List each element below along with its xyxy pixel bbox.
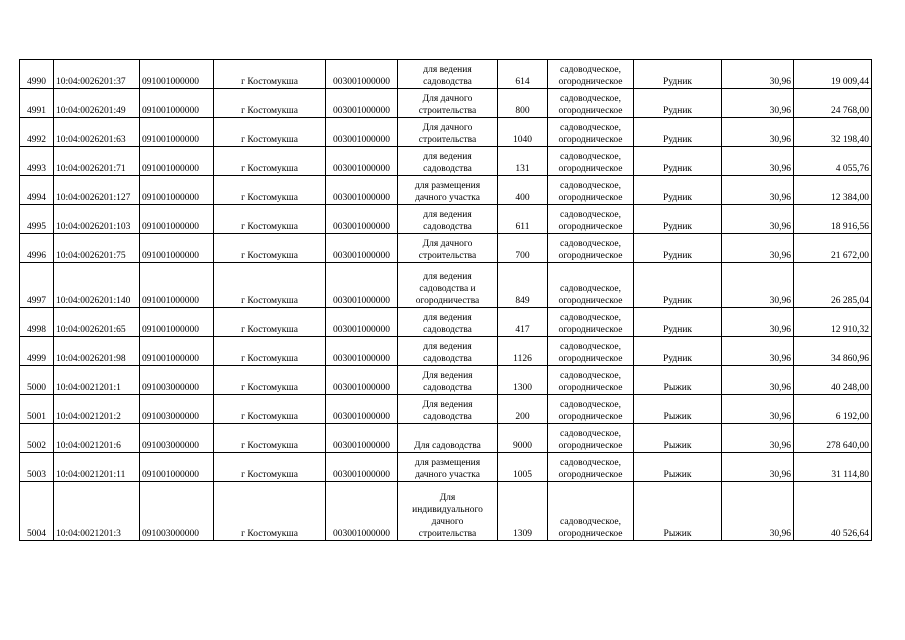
land-category-line: огородническое — [558, 529, 623, 539]
land-use-purpose-cell — [398, 118, 498, 147]
row-number-cell: 4995 — [20, 205, 54, 234]
land-use-purpose-cell — [398, 453, 498, 482]
land-category-cell — [548, 453, 634, 482]
oktmo-code-cell: 091003000000 — [140, 482, 214, 541]
land-category-line: огородническое — [558, 222, 623, 232]
cadastral-number-cell: 10:04:0021201:6 — [54, 424, 140, 453]
okato-code-cell: 003001000000 — [326, 89, 398, 118]
land-use-purpose-line: садоводства — [423, 354, 472, 364]
land-use-purpose-line: для размещения — [414, 181, 481, 191]
land-use-purpose-line: Для дачного — [422, 94, 473, 104]
area-cell: 1309 — [498, 482, 548, 541]
land-use-purpose-line: Для ведения — [422, 400, 473, 410]
cadastral-number-cell: 10:04:0026201:71 — [54, 147, 140, 176]
cadastral-number-cell: 10:04:0026201:65 — [54, 308, 140, 337]
oktmo-code-cell: 091001000000 — [140, 176, 214, 205]
land-category-line: огородническое — [558, 106, 623, 116]
cadastral-value-cell: 32 198,40 — [794, 118, 872, 147]
land-use-purpose-cell — [398, 234, 498, 263]
specific-value-cell: 30,96 — [722, 118, 794, 147]
locality-cell: Рудник — [634, 205, 722, 234]
specific-value-cell: 30,96 — [722, 308, 794, 337]
land-category-line: огородническое — [558, 325, 623, 335]
cadastral-number-cell: 10:04:0021201:3 — [54, 482, 140, 541]
land-category-line: садоводческое, — [560, 400, 621, 410]
city-cell: г Костомукша — [214, 205, 326, 234]
table-row — [20, 424, 872, 453]
cadastral-value-cell: 34 860,96 — [794, 337, 872, 366]
cadastral-value-cell: 6 192,00 — [794, 395, 872, 424]
land-category-line: огородническое — [558, 135, 623, 145]
land-category-line: садоводческое, — [560, 210, 621, 220]
area-cell: 1300 — [498, 366, 548, 395]
land-use-purpose-line: Для ведения — [422, 371, 473, 381]
land-use-purpose-line: садоводства — [423, 383, 472, 393]
land-use-purpose-line: для ведения — [423, 272, 472, 282]
specific-value-cell: 30,96 — [722, 424, 794, 453]
city-cell: г Костомукша — [214, 60, 326, 89]
okato-code-cell: 003001000000 — [326, 308, 398, 337]
land-use-purpose-line: Для дачного — [422, 123, 473, 133]
cadastral-value-cell: 31 114,80 — [794, 453, 872, 482]
okato-code-cell: 003001000000 — [326, 60, 398, 89]
locality-cell: Рыжик — [634, 366, 722, 395]
table-body — [20, 60, 872, 541]
cadastral-value-cell: 4 055,76 — [794, 147, 872, 176]
area-cell: 200 — [498, 395, 548, 424]
city-cell: г Костомукша — [214, 89, 326, 118]
row-number-cell: 4998 — [20, 308, 54, 337]
area-cell: 1040 — [498, 118, 548, 147]
area-cell: 700 — [498, 234, 548, 263]
row-number-cell: 4990 — [20, 60, 54, 89]
cadastral-value-cell: 18 916,56 — [794, 205, 872, 234]
oktmo-code-cell: 091001000000 — [140, 263, 214, 308]
land-use-purpose-line: для ведения — [423, 313, 472, 323]
area-cell: 400 — [498, 176, 548, 205]
cadastral-value-cell: 24 768,00 — [794, 89, 872, 118]
area-cell: 614 — [498, 60, 548, 89]
specific-value-cell: 30,96 — [722, 176, 794, 205]
locality-cell: Рудник — [634, 147, 722, 176]
land-category-line: огородническое — [558, 296, 623, 306]
land-use-purpose-line: огородничества — [415, 296, 480, 306]
land-use-purpose-cell — [398, 205, 498, 234]
land-category-line: садоводческое, — [560, 123, 621, 133]
land-category-line: огородническое — [558, 193, 623, 203]
row-number-cell: 4994 — [20, 176, 54, 205]
specific-value-cell: 30,96 — [722, 366, 794, 395]
row-number-cell: 5004 — [20, 482, 54, 541]
locality-cell: Рудник — [634, 234, 722, 263]
land-category-line: садоводческое, — [560, 313, 621, 323]
locality-cell: Рыжик — [634, 424, 722, 453]
row-number-cell: 5001 — [20, 395, 54, 424]
table-row — [20, 337, 872, 366]
city-cell: г Костомукша — [214, 147, 326, 176]
land-category-line: огородническое — [558, 251, 623, 261]
locality-cell: Рудник — [634, 60, 722, 89]
land-category-line: огородническое — [558, 77, 623, 87]
city-cell: г Костомукша — [214, 395, 326, 424]
land-category-cell — [548, 205, 634, 234]
oktmo-code-cell: 091001000000 — [140, 453, 214, 482]
city-cell: г Костомукша — [214, 337, 326, 366]
land-category-line: садоводческое, — [560, 458, 621, 468]
city-cell: г Костомукша — [214, 263, 326, 308]
cadastral-number-cell: 10:04:0026201:127 — [54, 176, 140, 205]
okato-code-cell: 003001000000 — [326, 453, 398, 482]
table-row — [20, 60, 872, 89]
oktmo-code-cell: 091001000000 — [140, 234, 214, 263]
locality-cell: Рудник — [634, 89, 722, 118]
land-use-purpose-cell — [398, 482, 498, 541]
oktmo-code-cell: 091001000000 — [140, 89, 214, 118]
land-category-cell — [548, 337, 634, 366]
table-row — [20, 482, 872, 541]
land-category-line: огородническое — [558, 383, 623, 393]
land-category-cell — [548, 424, 634, 453]
specific-value-cell: 30,96 — [722, 337, 794, 366]
land-use-purpose-line: для ведения — [423, 152, 472, 162]
oktmo-code-cell: 091001000000 — [140, 118, 214, 147]
land-category-line: садоводческое, — [560, 94, 621, 104]
table-row — [20, 366, 872, 395]
land-use-purpose-line: строительства — [418, 135, 477, 145]
locality-cell: Рудник — [634, 337, 722, 366]
locality-cell: Рудник — [634, 176, 722, 205]
land-use-purpose-cell — [398, 366, 498, 395]
locality-cell: Рыжик — [634, 453, 722, 482]
land-category-cell — [548, 263, 634, 308]
row-number-cell: 4993 — [20, 147, 54, 176]
table-row — [20, 395, 872, 424]
land-use-purpose-cell — [398, 337, 498, 366]
specific-value-cell: 30,96 — [722, 482, 794, 541]
land-use-purpose-cell — [398, 395, 498, 424]
land-use-purpose-line: садоводства — [423, 164, 472, 174]
land-category-cell — [548, 308, 634, 337]
land-category-line: садоводческое, — [560, 342, 621, 352]
cadastral-number-cell: 10:04:0026201:103 — [54, 205, 140, 234]
specific-value-cell: 30,96 — [722, 205, 794, 234]
land-use-purpose-line: индивидуального — [412, 505, 483, 515]
locality-cell: Рыжик — [634, 482, 722, 541]
table-row — [20, 176, 872, 205]
land-category-line: садоводческое, — [560, 517, 621, 527]
cadastral-number-cell: 10:04:0026201:75 — [54, 234, 140, 263]
locality-cell: Рудник — [634, 308, 722, 337]
land-use-purpose-line: для ведения — [423, 65, 472, 75]
row-number-cell: 4996 — [20, 234, 54, 263]
land-use-purpose-line: строительства — [418, 106, 477, 116]
area-cell: 1126 — [498, 337, 548, 366]
row-number-cell: 4991 — [20, 89, 54, 118]
okato-code-cell: 003001000000 — [326, 263, 398, 308]
city-cell: г Костомукша — [214, 308, 326, 337]
land-category-cell — [548, 118, 634, 147]
area-cell: 849 — [498, 263, 548, 308]
land-use-purpose-line: Для садоводства — [414, 441, 481, 451]
table-row — [20, 147, 872, 176]
table-row — [20, 118, 872, 147]
cadastral-value-cell: 26 285,04 — [794, 263, 872, 308]
cadastral-value-cell: 278 640,00 — [794, 424, 872, 453]
cadastral-number-cell: 10:04:0021201:11 — [54, 453, 140, 482]
land-use-purpose-line: Для дачного — [422, 239, 473, 249]
cadastral-number-cell: 10:04:0026201:63 — [54, 118, 140, 147]
area-cell: 417 — [498, 308, 548, 337]
land-use-purpose-line: садоводства и — [419, 284, 476, 294]
land-category-line: огородническое — [558, 354, 623, 364]
oktmo-code-cell: 091001000000 — [140, 337, 214, 366]
specific-value-cell: 30,96 — [722, 453, 794, 482]
oktmo-code-cell: 091001000000 — [140, 60, 214, 89]
okato-code-cell: 003001000000 — [326, 118, 398, 147]
land-use-purpose-line: строительства — [418, 251, 477, 261]
land-category-line: садоводческое, — [560, 429, 621, 439]
area-cell: 800 — [498, 89, 548, 118]
land-use-purpose-line: для ведения — [423, 210, 472, 220]
cadastral-value-cell: 40 526,64 — [794, 482, 872, 541]
land-category-line: огородническое — [558, 164, 623, 174]
row-number-cell: 4999 — [20, 337, 54, 366]
oktmo-code-cell: 091003000000 — [140, 366, 214, 395]
land-category-line: садоводческое, — [560, 181, 621, 191]
land-category-cell — [548, 89, 634, 118]
oktmo-code-cell: 091001000000 — [140, 308, 214, 337]
cadastral-number-cell: 10:04:0026201:98 — [54, 337, 140, 366]
okato-code-cell: 003001000000 — [326, 337, 398, 366]
cadastral-value-cell: 21 672,00 — [794, 234, 872, 263]
cadastral-value-cell: 12 384,00 — [794, 176, 872, 205]
okato-code-cell: 003001000000 — [326, 482, 398, 541]
land-use-purpose-line: садоводства — [423, 222, 472, 232]
land-use-purpose-cell — [398, 176, 498, 205]
oktmo-code-cell: 091003000000 — [140, 395, 214, 424]
cadastral-number-cell: 10:04:0026201:37 — [54, 60, 140, 89]
land-registry-table — [19, 59, 872, 541]
okato-code-cell: 003001000000 — [326, 176, 398, 205]
land-use-purpose-cell — [398, 308, 498, 337]
okato-code-cell: 003001000000 — [326, 234, 398, 263]
cadastral-number-cell: 10:04:0021201:1 — [54, 366, 140, 395]
row-number-cell: 5000 — [20, 366, 54, 395]
land-category-line: садоводческое, — [560, 371, 621, 381]
row-number-cell: 5003 — [20, 453, 54, 482]
area-cell: 611 — [498, 205, 548, 234]
specific-value-cell: 30,96 — [722, 60, 794, 89]
specific-value-cell: 30,96 — [722, 263, 794, 308]
land-use-purpose-line: садоводства — [423, 77, 472, 87]
cadastral-value-cell: 12 910,32 — [794, 308, 872, 337]
okato-code-cell: 003001000000 — [326, 366, 398, 395]
table-row — [20, 453, 872, 482]
city-cell: г Костомукша — [214, 176, 326, 205]
land-category-line: садоводческое, — [560, 152, 621, 162]
land-use-purpose-line: садоводства — [423, 412, 472, 422]
land-use-purpose-cell — [398, 60, 498, 89]
land-category-line: огородническое — [558, 470, 623, 480]
land-category-line: садоводческое, — [560, 65, 621, 75]
locality-cell: Рудник — [634, 118, 722, 147]
table-row — [20, 89, 872, 118]
row-number-cell: 5002 — [20, 424, 54, 453]
row-number-cell: 4992 — [20, 118, 54, 147]
row-number-cell: 4997 — [20, 263, 54, 308]
specific-value-cell: 30,96 — [722, 89, 794, 118]
land-category-cell — [548, 234, 634, 263]
cadastral-value-cell: 19 009,44 — [794, 60, 872, 89]
land-use-purpose-line: дачного участка — [415, 193, 480, 203]
locality-cell: Рудник — [634, 263, 722, 308]
land-category-cell — [548, 176, 634, 205]
land-use-purpose-line: садоводства — [423, 325, 472, 335]
city-cell: г Костомукша — [214, 118, 326, 147]
land-category-line: садоводческое, — [560, 284, 621, 294]
land-use-purpose-cell — [398, 89, 498, 118]
land-use-purpose-line: строительства — [418, 529, 477, 539]
table-row — [20, 263, 872, 308]
oktmo-code-cell: 091003000000 — [140, 424, 214, 453]
land-use-purpose-line: Для — [439, 493, 456, 503]
city-cell: г Костомукша — [214, 482, 326, 541]
cadastral-number-cell: 10:04:0026201:140 — [54, 263, 140, 308]
land-category-cell — [548, 366, 634, 395]
land-category-line: огородническое — [558, 412, 623, 422]
land-use-purpose-cell — [398, 424, 498, 453]
land-category-line: огородническое — [558, 441, 623, 451]
table-row — [20, 308, 872, 337]
okato-code-cell: 003001000000 — [326, 395, 398, 424]
land-category-line: садоводческое, — [560, 239, 621, 249]
area-cell: 131 — [498, 147, 548, 176]
area-cell: 1005 — [498, 453, 548, 482]
land-use-purpose-line: для размещения — [414, 458, 481, 468]
oktmo-code-cell: 091001000000 — [140, 205, 214, 234]
area-cell: 9000 — [498, 424, 548, 453]
table-row — [20, 205, 872, 234]
city-cell: г Костомукша — [214, 424, 326, 453]
land-category-cell — [548, 60, 634, 89]
land-use-purpose-cell — [398, 147, 498, 176]
okato-code-cell: 003001000000 — [326, 147, 398, 176]
land-category-cell — [548, 482, 634, 541]
city-cell: г Костомукша — [214, 366, 326, 395]
table-row — [20, 234, 872, 263]
locality-cell: Рыжик — [634, 395, 722, 424]
city-cell: г Костомукша — [214, 453, 326, 482]
land-use-purpose-cell — [398, 263, 498, 308]
city-cell: г Костомукша — [214, 234, 326, 263]
land-use-purpose-line: дачного — [431, 517, 464, 527]
cadastral-number-cell: 10:04:0021201:2 — [54, 395, 140, 424]
cadastral-number-cell: 10:04:0026201:49 — [54, 89, 140, 118]
okato-code-cell: 003001000000 — [326, 424, 398, 453]
land-category-cell — [548, 395, 634, 424]
oktmo-code-cell: 091001000000 — [140, 147, 214, 176]
specific-value-cell: 30,96 — [722, 234, 794, 263]
okato-code-cell: 003001000000 — [326, 205, 398, 234]
land-use-purpose-line: для ведения — [423, 342, 472, 352]
specific-value-cell: 30,96 — [722, 395, 794, 424]
land-category-cell — [548, 147, 634, 176]
specific-value-cell: 30,96 — [722, 147, 794, 176]
cadastral-value-cell: 40 248,00 — [794, 366, 872, 395]
land-use-purpose-line: дачного участка — [415, 470, 480, 480]
